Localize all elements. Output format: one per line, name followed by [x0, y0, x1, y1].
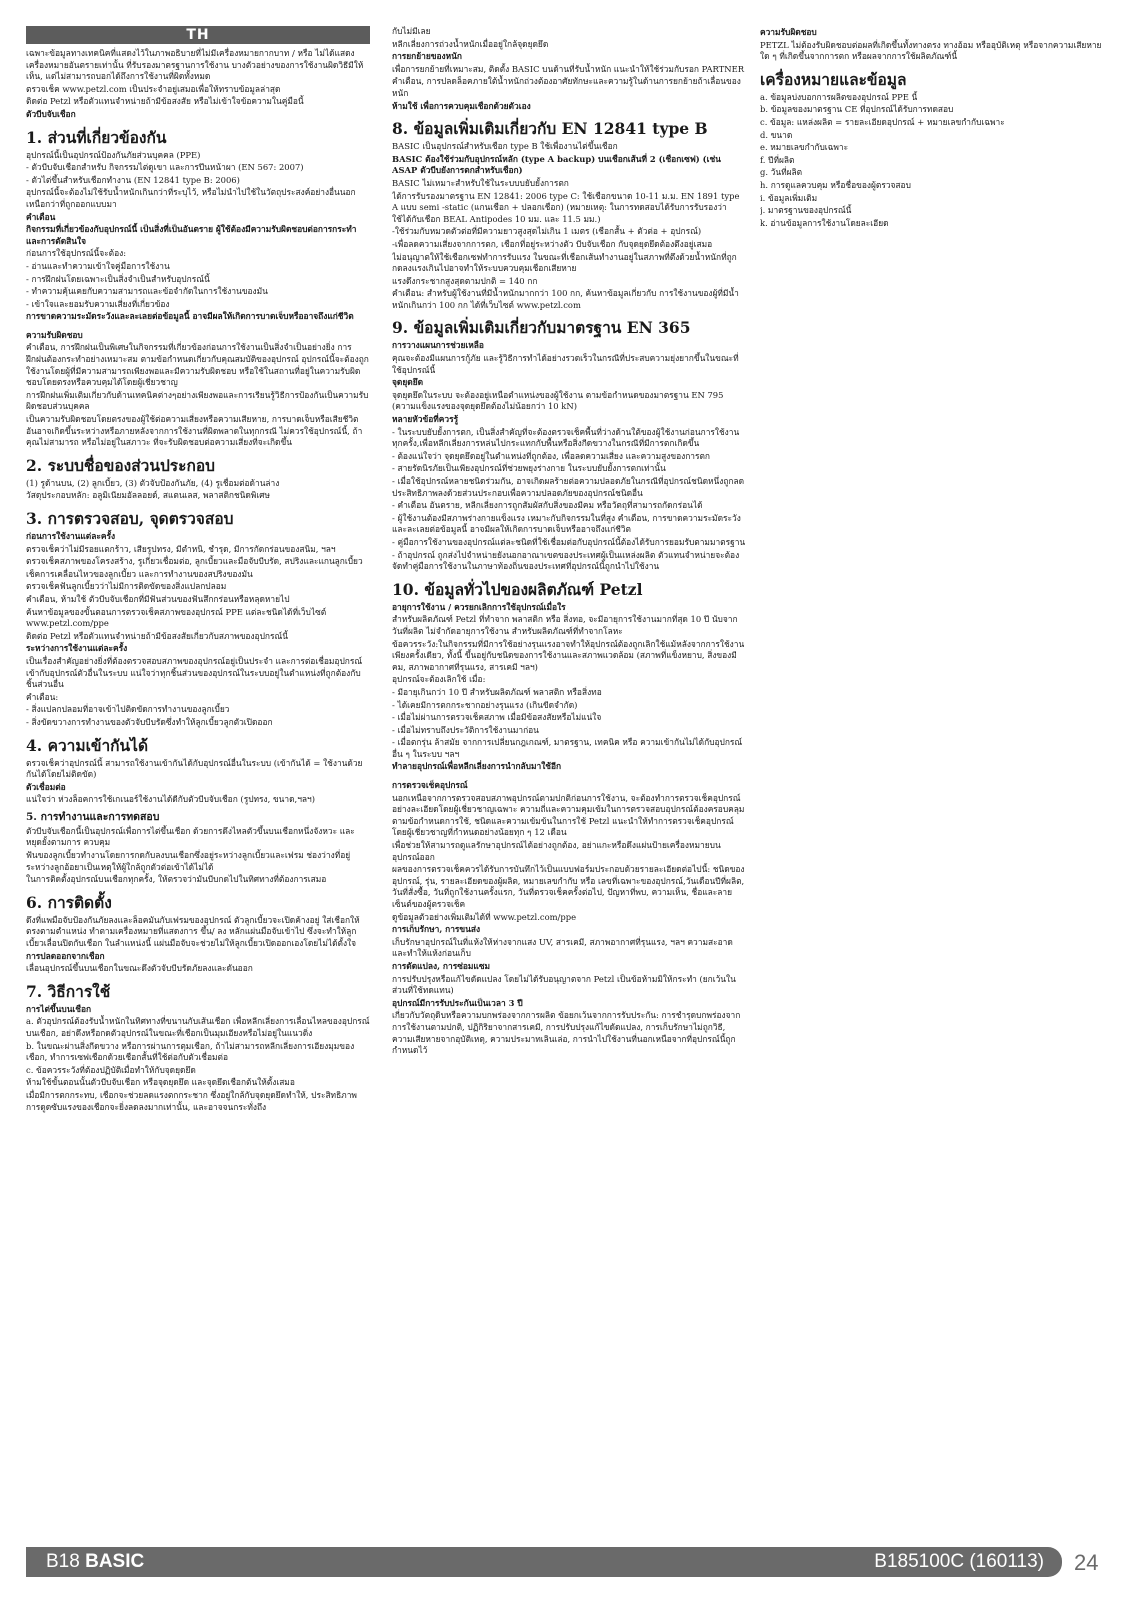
footer-product: [46, 1552, 144, 1572]
paragraph: ฟันของลูกเบี้ยวทำงานโดยการกดกับลงบนเชือกซึ่งอยู่ระหว่างลูกเบี้ยวและเฟรม ช่องว่างที่อยู่ระหว่างลูกอ้อยาเป็นเหตุให้ผู้ใกล้ถูกตัวต่อเข้าได้ไม่ได้: [26, 850, 351, 872]
footer-model: B18: [46, 1551, 80, 1572]
paragraph: g. วันที่ผลิต: [760, 167, 803, 178]
bold-label: ก่อนการใช้งานแต่ละครั้ง: [26, 531, 116, 541]
paragraph: ตรวจเช็ค www.petzl.com เป็นประจำอยู่เสมอเพื่อให้ทราบข้อมูลล่าสุด: [26, 83, 281, 94]
subsection-heading: 5. การทำงานและการทดสอบ: [26, 810, 160, 823]
paragraph: อุปกรณ์นี้จะต้องไม่ใช้รับน้ำหนักเกินกว่าที่ระบุไว้, หรือไม่นำไปใช้ในวัตถุประสงค์อย่างอื่นนอกเหนือกว่าที่ถูกออกแบบมา: [26, 187, 356, 209]
paragraph: - ผู้ใช้งานต้องมีสภาพร่างกายแข็งแรง เหมาะกับกิจกรรมในที่สูง คำเตือน, การขาดความระมัดระวังและละเลยต่อข้อมูลนี้ อาจมีผลให้เกิดการบาดเจ็บหรืออาจถึงแก่ชีวิต: [392, 512, 741, 535]
bold-label: การดัดแปลง, การซ่อมแซม: [392, 960, 491, 971]
bold-label: การขาดความระมัดระวังและละเลยต่อข้อมูลนี้ อาจมีผลให้เกิดการบาดเจ็บหรืออาจถึงแก่ชีวิต: [26, 311, 354, 322]
section-heading: 2. ระบบชื่อของส่วนประกอบ: [26, 455, 215, 475]
column-2: [392, 26, 746, 1546]
paragraph: j. มาตรฐานของอุปกรณ์นี้: [760, 205, 852, 216]
paragraph: - ในระบบยับยั้งการตก, เป็นสิ่งสำคัญที่จะต้องตรวจเช็คพื้นที่ว่างด้านใต้ของผู้ใช้งานก่อนการใช้งานทุกครั้ง,เพื่อหลีกเลี่ยงการหล่นไปกระแทกกับพื้นหรือสิ่งกีดขวางในกรณีที่มีการตกเกิดขึ้น: [392, 426, 740, 449]
bold-label: BASIC ต้องใช้ร่วมกับอุปกรณ์หลัก (type A backup) บนเชือกเส้นที่ 2 (เชือกเซฟ) (เช่น ASAP ตัวบีบยังการตกสำหรับเชือก): [392, 153, 721, 176]
paragraph: -เพื่อลดความเสี่ยงจากการตก, เชือกที่อยู่ระหว่างตัว บีบจับเชือก กับจุดยุดยึดต้องตึงอยู่เสมอ: [392, 238, 713, 249]
paragraph: a. ตัวอุปกรณ์ต้องรับน้ำหนักในทิศทางที่ขนานกับเส้นเชือก เพื่อหลีกเลี่ยงการเลื่อนไหลของอุปกรณ์บนเชือก, อย่าดึงหรือกดตัวอุปกรณ์ในขณะที่เชือกเป็นมุมเอียงหรือไม่อยู่ในแนวดิ่ง: [26, 1016, 370, 1038]
paragraph: แรงดึงกระชากสูงสุดตามปกติ = 140 กก: [392, 275, 538, 286]
footer-bar: [26, 1547, 1062, 1577]
paragraph: ในการติดตั้งอุปกรณ์บนเชือกทุกครั้ง, ให้ตรวจว่ามันบีบกดไปในทิศทางที่ต้องการเสมอ: [26, 874, 327, 885]
paragraph: BASIC เป็นอุปกรณ์สำหรับเชือก type B ใช้เพื่องานไต่ขึ้นเชือก: [392, 141, 618, 152]
column-3-body: [760, 27, 1108, 229]
bold-label: การไต่ขึ้นบนเชือก: [26, 1003, 92, 1014]
footer-product-name: BASIC: [85, 1551, 145, 1572]
paragraph: ห้ามใช้ขั้นตอนนั้นตัวบีบจับเชือก หรือจุดยุดยึด และจุดยึดเชือกต้นให้ตั้งเสมอ: [26, 1077, 295, 1088]
paragraph: คำเตือน, ห้ามใช้ ตัวบีบจับเชือกที่มีฟันส่วนของฟันสึกกร่อนหรือหลุดหายไป: [26, 593, 290, 604]
paragraph: h. การดูแลควบคุม หรือชื่อของผู้ตรวจสอบ: [760, 179, 911, 190]
bold-label: การวางแผนการช่วยเหลือ: [392, 340, 484, 351]
bold-label: การเก็บรักษา, การขนส่ง: [392, 924, 481, 935]
section-heading: 10. ข้อมูลทั่วไปของผลิตภัณฑ์ Petzl: [392, 579, 643, 599]
paragraph: ก่อนการใช้อุปกรณ์นี้จะต้อง:: [26, 248, 127, 259]
bold-label: อายุการใช้งาน / ควรยกเลิกการใช้อุปกรณ์เมื่อใร: [392, 601, 566, 612]
paragraph: (1) รูด้านบน, (2) ลูกเบี้ยว, (3) ตัวจับป้องกันภัย, (4) รูเชื่อมต่อด้านล่าง: [26, 477, 280, 488]
paragraph: การฝึกฝนเพิ่มเติมเกี่ยวกับด้านเทคนิคต่างๆอย่างเพียงพอและการเรียนรู้วิธีการป้องกันเป็นความรับผิดชอบส่วนบุคคล: [26, 389, 369, 412]
paragraph: ติดต่อ Petzl หรือตัวแทนจำหน่ายถ้ามีข้อสงสัยเกี่ยวกับสภาพของอุปกรณ์นี้: [26, 630, 288, 641]
paragraph: - สิ่งขัดขวางการทำงานของตัวจับบีบรัดซึ่งทำให้ลูกเบี้ยวลูกตัวเปิดออก: [26, 716, 273, 727]
paragraph: - ถ้าอุปกรณ์ ถูกส่งไปจำหน่ายยังนอกอาณาเขตของประเทศผู้เป็นแหล่งผลิต ตัวแทนจำหน่ายจะต้องจัดทำคู่มือการใช้งานในภาษาท้องถิ่นของประเทศที่อุปกรณ์นี้ถูกนำไปใช้งาน: [392, 549, 740, 572]
paragraph: PETZL ไม่ต้องรับผิดชอบต่อผลที่เกิดขึ้นทั้งทางตรง ทางอ้อม หรืออุบัติเหตุ หรือจากความเสียหายใด ๆ ที่เกิดขึ้นจากการตก หรือผลจากการใช้ผลิตภัณฑ์นี้: [760, 39, 1102, 62]
column-3: [760, 26, 1108, 1546]
page-footer: [0, 1547, 1132, 1583]
paragraph: c. ข้อมูล: แหล่งผลิต = รายละเอียดอุปกรณ์ + หมายเลขกำกับเฉพาะ: [760, 116, 1005, 127]
paragraph: คำเตือน, การฝึกฝนเป็นพิเศษในกิจกรรมที่เกี่ยวข้องก่อนการใช้งานเป็นสิ่งจำเป็นอย่างยิ่ง การฝึกฝนต้องกระทำอย่างเหมาะสม ตามข้อกำหนดเกี่ยวกับคุณสมบัติของอุปกรณ์ อุปกรณ์นี้จะต้องถูกใช้งานโดยผู้ที่มีความสามารถเพียงพอและมีความรับผิดชอบ หรือใช้ในสถานที่อยู่ในความรับผิดชอบโดยตรงหรือควบคุมได้โดยผู้เชี่ยวชาญ: [26, 342, 369, 388]
paragraph: BASIC ไม่เหมาะสำหรับใช้ในระบบบยับยั้งการตก: [392, 177, 569, 188]
paragraph: a. ข้อมูลบ่งบอกการผลิตของอุปกรณ์ PPE นี้: [760, 91, 918, 102]
paragraph: หลีกเลี่ยงการถ่วงน้ำหนักเมื่ออยู่ใกล้จุดยุดยึด: [392, 38, 549, 49]
paragraph: - คู่มือการใช้งานของอุปกรณ์แต่ละชนิดที่ใช้เชื่อมต่อกับอุปกรณ์นี้ต้องได้รับการยอมรับตามมาตรฐาน: [392, 536, 746, 547]
paragraph: k. อ่านข้อมูลการใช้งานโดยละเอียด: [760, 217, 889, 228]
paragraph: ตรวจเช็คฟันลูกเบี้ยวว่าไม่มีการติดขัดของสิ่งแปลกปลอม: [26, 581, 227, 592]
paragraph: ข้อควรระวัง:ในกิจกรรมที่มีการใช้อย่างรุนแรงอาจทำให้อุปกรณ์ต้องถูกเลิกใช้แม้หลังจากการใช้งานเพียงครั้งเดียว, ทั้งนี้ ขึ้นอยู่กับชนิดของการใช้งานและสภาพแวดล้อม (สภาพที่แข็งหยาบ, สิ่งของมีคม, สภาพอากาศที่รุนแรง, สารเคมี ฯลฯ): [392, 638, 745, 672]
paragraph: - เมื่อตกรุ่น ล้าสมัย จากการเปลี่ยนกฎเกณฑ์, มาตรฐาน, เทคนิค หรือ ความเข้ากันไม่ได้กับอุปกรณ์อื่น ๆ ในระบบ ฯลฯ: [392, 737, 743, 759]
bold-label: ความรับผิดชอบ: [760, 27, 817, 37]
paragraph: ตรวจเช็คสภาพของโครงสร้าง, รูเกี่ยวเชื่อมต่อ, ลูกเบี้ยวและมือจับบีบรัด, สปริงและแกนลูกเบี้ยว: [26, 556, 363, 567]
bold-label: ทำลายอุปกรณ์เพื่อหลีกเลี่ยงการนำกลับมาใช้อีก: [392, 761, 562, 772]
paragraph: แน่ใจว่า ห่วงล็อคการใช้เกเนอร์ใช้งานได้ดีกับตัวบีบจับเชือก (รูปทรง, ขนาด,ฯลฯ): [26, 794, 316, 805]
spacer: [392, 774, 746, 779]
paragraph: ติดต่อ Petzl หรือตัวแทนจำหน่ายถ้ามีข้อสงสัย หรือไม่เข้าใจข้อความในคู่มือนี้: [26, 96, 304, 107]
paragraph: ผลของการตรวจเช็คควรได้รับการบันทึกไว้เป็นแบบฟอร์มประกอบด้วยรายละเอียดต่อไปนี้: ชนิดของอุปกรณ์, รุ่น, รายละเอียดของผู้ผลิต, หมายเลขกำกับ หรือ เลขที่เฉพาะของอุปกรณ์,วันเดือนปีที่ผลิต, วันที่สั่งซื้อ, วันที่ถูกใช้งานครั้งแรก, วันที่ตรวจเช็คครั้งต่อไป, ปัญหาที่พบ, ความเห็น, ชื่อและลายเซ็นต์ของผู้ตรวจเช็ค: [392, 864, 745, 909]
bold-label: ระหว่างการใช้งานแต่ละครั้ง: [26, 643, 128, 654]
paragraph: - มีอายุเกินกว่า 10 ปี สำหรับผลิตภัณฑ์ พลาสติก หรือสิ่งทอ: [392, 686, 602, 697]
paragraph: - ต้องแน่ใจว่า จุดยุดยึดอยู่ในตำแหน่งที่ถูกต้อง, เพื่อลดความเสี่ยง และความสูงของการตก: [392, 450, 710, 461]
section-heading: 4. ความเข้ากันได้: [26, 735, 149, 755]
paragraph: - เมื่อไม่ทราบถึงประวัติการใช้งานมาก่อน: [392, 724, 539, 735]
paragraph: b. ในขณะผ่านสิ่งกีดขวาง หรือการผ่านการตุมเชือก, ถ้าไม่สามารถหลีกเลี่ยงการเอียงมุมของเชือก, ทำการเซฟเชือกด้วยเชือกสั้นที่ใช้ต่อกับตัวเชื่อมต่อ: [26, 1040, 355, 1063]
footer-doc-code: B185100C (160113): [874, 1551, 1044, 1572]
paragraph: อุปกรณ์จะต้องเลิกใช้ เมื่อ:: [392, 674, 486, 685]
bold-label: ตัวเชื่อมต่อ: [26, 781, 66, 792]
paragraph: f. ปีที่ผลิต: [760, 154, 795, 165]
bold-label: การตรวจเช็คอุปกรณ์: [392, 780, 468, 791]
section-heading: 6. การติดตั้ง: [26, 892, 112, 912]
paragraph: คำเตือน: สำหรับผู้ใช้งานที่มีน้ำหนักมากกว่า 100 กก, ค้นหาข้อมูลเกี่ยวกับ การใช้งานของผู้ที่มีน้ำหนักเกินกว่า 100 กก ได้ที่เว็บไซต์ www.petzl.com: [392, 288, 739, 310]
paragraph: คุณจะต้องมีแผนการกู้ภัย และรู้วิธีการทำได้อย่างรวดเร็วในกรณีที่ประสบความยุ่งยากขึ้นในขณะที่ใช้อุปกรณ์นี้: [392, 353, 739, 375]
paragraph: ดึงที่แพมือจับป้องกันภัยลงและล็อคมันกับเฟรมของอุปกรณ์ ตัวลูกเบี้ยวจะเปิดค้างอยู่ ใส่เชือกให้ตรงตามตำแหน่ง ทำตามเครื่องหมายที่แสดงการ ขึ้น/ ลง หลักแผ่นมือจับเข้าไป ซึ่งจะทำให้ลูกเบี้ยวเลื่อนปิดกับเชือก ในลำแหน่งนี้ แผ่นมือจับจะช่วยไม่ให้ลูกเบี้ยวเปิดออกเองโดยไม่ได้ตั้งใจ: [26, 914, 360, 949]
column-1-body: [26, 48, 370, 1113]
paragraph: คำเตือน:: [26, 691, 59, 702]
paragraph: เลื่อนอุปกรณ์ขึ้นบนเชือกในขณะดึงตัวจับบีบรัดภัยลงและดันออก: [26, 963, 253, 974]
paragraph: - ทำความคุ้นเคยกับความสามารถและข้อจำกัดในการใช้งานของมัน: [26, 286, 268, 297]
paragraph: กับไม่มีเลย: [392, 26, 431, 36]
paragraph: นอกเหนือจากการตรวจสอบสภาพอุปกรณ์ตามปกติก่อนการใช้งาน, จะต้องทำการตรวจเช็คอุปกรณ์อย่างละเอียดโดยผู้เชี่ยวชาญเฉพาะ ความถี่และความคุมเข้มในการตรวจสอบอุปกรณ์ต้องครอบคลุมตามข้อกำหนดการใช้, ชนิดและความเข้มข้นในการใช้ Petzl แนะนำให้ทำการตรวจเช็คอุปกรณ์โดยผู้เชี่ยวชาญที่กำหนดอย่างน้อยทุก ๆ 12 เดือน: [392, 792, 745, 838]
paragraph: วัสดุประกอบหลัก: อลูมิเนียมอัลลอยด์, สแตนเลส, พลาสติกชนิดพิเศษ: [26, 490, 271, 501]
paragraph: c. ข้อควรระวังที่ต้องปฏิบัติเมื่อทำให้กับจุดยุดยึด: [26, 1064, 196, 1075]
paragraph: - การฝึกฝนโดยเฉพาะเป็นสิ่งจำเป็นสำหรับอุปกรณ์นี้: [26, 273, 210, 284]
paragraph: - ตัวบีบจับเชือกสำหรับ กิจกรรมไต่ดูเขา และการปีนหน้าผา (EN 567: 2007): [26, 162, 304, 173]
section-heading: 8. ข้อมูลเพิ่มเติมเกี่ยวกับ EN 12841 type B: [392, 119, 708, 139]
paragraph: ได้การรับรองมาตรฐาน EN 12841: 2006 type C: ใช้เชือกขนาด 10-11 ม.ม. EN 1891 type A แบบ semi -static (แกนเชือก + ปลอกเชือก) (หมายเหตุ: ในการทดสอบได้รับการรับรองว่าใช้ได้กับเชือก BEAL Antipodes 10 มม. และ 11.5 มม.): [392, 190, 740, 224]
paragraph: ตัวบีบจับเชือกนี้เป็นอุปกรณ์เพื่อการไต่ขึ้นเชือก ด้วยการดึงไหลตัวขึ้นบนเชือกหนึ่งจังหวะ และหยุดยั้งตามการ ควบคุม: [26, 825, 355, 848]
bold-label: กิจกรรมที่เกี่ยวข้องกับอุปกรณ์นี้ เป็นสิ่งที่เป็นอันตราย ผู้ใช้ต้องมีความรับผิดชอบต่อการกระทำและการตัดสินใจ: [26, 224, 357, 246]
page-number: 24: [1074, 1550, 1099, 1575]
paragraph: การปรับปรุงหรือแก้ไขดัดแปลง โดยไม่ได้รับอนุญาตจาก Petzl เป็นข้อห้ามมิให้กระทำ (ยกเว้นในส่วนที่ใช้ทดแทน): [392, 973, 736, 996]
paragraph: เมื่อมีการตกกระทบ, เชือกจะช่วยลดแรงตกกระชาก ซึ่งอยู่ใกล้กับจุดยุดยึดทำให้, ประสิทธิภาพการดูดซับแรงของเชือกจะยิ่งลดลงมากเท่านั้น, และอาจจนกระทั่งถึง: [26, 1089, 357, 1112]
language-tag: TH: [26, 26, 370, 44]
bold-label: ห้ามใช้ เพื่อการควบคุมเชือกด้วยตัวเอง: [392, 100, 531, 111]
section-heading: 1. ส่วนที่เกี่ยวข้องกัน: [26, 127, 167, 147]
paragraph: d. ขนาด: [760, 129, 793, 140]
paragraph: ดูข้อมูลตัวอย่างเพิ่มเติมได้ที่ www.petzl.com/ppe: [392, 911, 577, 922]
paragraph: - คำเตือน อันตราย, หลีกเลี่ยงการถูกสัมผัสกับสิ่งของมีคม หรือวัตถุที่สามารถกัดกร่อนได้: [392, 500, 703, 511]
paragraph: เป็นความรับผิดชอบโดยตรงของผู้ใช้ต่อความเสี่ยงหรือความเสียหาย, การบาดเจ็บหรือเสียชีวิต อันอาจเกิดขึ้นระหว่างหรือภายหลังจากการใช้งานที่ผิดพลาดในทุกกรณี ไม่ควรใช้อุปกรณ์นี้, ถ้าคุณไม่สามารถ หรือไม่อยู่ในสภาวะ ที่จะรับผิดชอบต่อความเสี่ยงที่จะเกิดขึ้น: [26, 414, 363, 448]
paragraph: - อ่านและทำความเข้าใจคู่มือการใช้งาน: [26, 260, 170, 271]
paragraph: อุปกรณ์นี้เป็นอุปกรณ์ป้องกันภัยส่วนบุคคล (PPE): [26, 149, 201, 160]
paragraph: เฉพาะข้อมูลทางเทคนิคที่แสดงไว้ในภาพอธิบายที่ไม่มีเครื่องหมายกากบาท / หรือ ไม่ได้แสดงเครื่องหมายอันตรายเท่านั้น ที่รับรองมาตรฐานการใช้งาน บางตัวอย่างของการใช้งานผิดวิธีมีให้เห็น, แต่ไม่สามารถบอกได้ถึงการใช้งานที่ผิดทั้งหมด: [26, 48, 364, 82]
paragraph: b. ข้อมูลของมาตรฐาน CE ที่อุปกรณ์ได้รับการทดสอบ: [760, 104, 954, 115]
section-heading: 9. ข้อมูลเพิ่มเติมเกี่ยวกับมาตรฐาน EN 365: [392, 318, 691, 338]
paragraph: เพื่อช่วยให้สามารถดูแลรักษาอุปกรณ์ได้อย่างถูกต้อง, อย่าแกะหรือดึงแผ่นป้ายเครื่องหมายบนอุปกรณ์ออก: [392, 840, 721, 862]
bold-label: การปลดออกจากเชือก: [26, 950, 105, 961]
paragraph: - เมื่อใช้อุปกรณ์หลายชนิดร่วมกัน, อาจเกิดผลร้ายต่อความปลอดภัยในกรณีที่อุปกรณ์ชนิดหนึ่งถูกลดประสิทธิภาพลงด้วยส่วนประกอบเพื่อความปลอดภัยของอุปกรณ์ชนิดอื่น: [392, 476, 745, 498]
paragraph: e. หมายเลขกำกับเฉพาะ: [760, 142, 849, 153]
paragraph: ตรวจเช็คว่าอุปกรณ์นี้ สามารถใช้งานเข้ากันได้กับอุปกรณ์อื่นในระบบ (เข้ากันได้ = ใช้งานด้วยกันได้โดยไม่ติดขัด): [26, 757, 363, 780]
paragraph: ไม่อนุญาตให้ใช้เชือกเซฟทำการรับแรง ในขณะที่เชือกเส้นทำงานอยู่ในสภาพที่ตึงด้วยน้ำหนักที่ถูกกดลงแรงเกินไปอาจทำให้ระบบควบคุมเชือกเสียหาย: [392, 251, 737, 274]
paragraph: - เข้าใจและยอมรับความเสี่ยงที่เกี่ยวข้อง: [26, 298, 170, 309]
paragraph: ค้นหาข้อมูลของขั้นตอนการตรวจเช็คสภาพของอุปกรณ์ PPE แต่ละชนิดได้ที่เว็บไซต์ www.petzl.com/ppe: [26, 606, 327, 629]
paragraph: เช็คการเคลื่อนไหวของลูกเบี้ยว และการทำงานของสปริงของมัน: [26, 568, 253, 579]
paragraph: ตรวจเช็คว่าไม่มีรอยแตกร้าว, เสียรูปทรง, มีตำหนิ, ชำรุด, มีการกัดกร่อนของสนิม, ฯลฯ: [26, 543, 336, 554]
paragraph: เกี่ยวกับวัตถุดิบหรือความบกพร่องจากการผลิต ข้อยกเว้นจากการรับประกัน: การชำรุดบกพร่องจากการใช้งานตามปกติ, ปฏิกิริยาจากสารเคมี, การปรับปรุงแก้ไขดัดแปลง, การเก็บรักษาไม่ถูกวิธี, ความเสียหายจากอุบัติเหตุ, ความประมาทเลินเล่อ, การนำไปใช้งานที่นอกเหนือจากที่อุปกรณ์นี้ถูกกำหนดไว้: [392, 1010, 741, 1056]
paragraph: - สิ่งแปลกปลอมที่อาจเข้าไปติดขัดการทำงานของลูกเบี้ยว: [26, 704, 230, 715]
paragraph: - สายรัดนิรภัยเป็นเพียงอุปกรณ์ที่ช่วยพยุงร่างกาย ในระบบยับยั้งการตกเท่านั้น: [392, 463, 666, 474]
paragraph: เพื่อการยกย้ายที่เหมาะสม, ติดตั้ง BASIC บนด้านที่รับน้ำหนัก แนะนำให้ใช้ร่วมกับรอก PARTNER: [392, 63, 745, 74]
paragraph: - ได้เคยมีการตกกระชากอย่างรุนแรง (เกินขีดจำกัด): [392, 699, 578, 710]
paragraph: - ตัวไต่ขึ้นสำหรับเชือกทำงาน (EN 12841 type B: 2006): [26, 174, 240, 185]
paragraph: เป็นเรื่องสำคัญอย่างยิ่งที่ต้องตรวจสอบสภาพของอุปกรณ์อยู่เป็นประจำ และการต่อเชื่อมอุปกรณ์เข้ากับอุปกรณ์ตัวอื่นในระบบ แน่ใจว่าทุกชิ้นส่วนของอุปกรณ์ในระบบอยู่ในตำแหน่งที่ถูกต้องกับชิ้นส่วนอื่น: [26, 655, 363, 690]
bold-label: ตัวบีบจับเชือก: [26, 108, 76, 119]
paragraph: คำเตือน, การปลดล็อคภายใต้น้ำหนักถ่วงต้องอาศัยทักษะและความรู้ในด้านการยกย้ายถ้าเลื่อนของหนัก: [392, 76, 741, 98]
section-heading: 7. วิธีการใช้: [26, 981, 111, 1001]
paragraph: จุดยุดยึดในระบบ จะต้องอยู่เหนือตำแหน่งของผู้ใช้งาน ตามข้อกำหนดของมาตรฐาน EN 795 (ความแข็งแรงของจุดยุดยึดต้องไม่น้อยกว่า 10 kN): [392, 389, 724, 412]
bold-label: ความรับผิดชอบ: [26, 329, 83, 340]
bold-label: จุดยุดยึด: [392, 377, 424, 388]
paragraph: i. ข้อมูลเพิ่มเติม: [760, 192, 818, 203]
section-heading: เครื่องหมายและข้อมูล: [760, 69, 907, 89]
bold-label: อุปกรณ์มีการรับประกันเป็นเวลา 3 ปี: [392, 997, 523, 1008]
paragraph: - เมื่อไม่ผ่านการตรวจเช็คสภาพ เมื่อมีข้อสงสัยหรือไม่แน่ใจ: [392, 712, 602, 723]
paragraph: เก็บรักษาอุปกรณ์ในที่แห้งให้ห่างจากแสง UV, สารเคมี, สภาพอากาศที่รุนแรง, ฯลฯ ความสะอาดและทำให้แห้งก่อนเก็บ: [392, 936, 733, 959]
paragraph: สำหรับผลิตภัณฑ์ Petzl ที่ทำจาก พลาสติก หรือ สิ่งทอ, จะมีอายุการใช้งานมากที่สุด 10 ปี นับจากวันที่ผลิต ไม่จำกัดอายุการใช้งาน สำหรับผลิตภัณฑ์ที่ทำจากโลหะ: [392, 614, 738, 636]
bold-label: หลายหัวข้อที่ควรรู้: [392, 414, 459, 425]
bold-label: คำเตือน: [26, 211, 56, 222]
column-1: [26, 26, 370, 1546]
section-heading: 3. การตรวจสอบ, จุดตรวจสอบ: [26, 509, 234, 528]
bold-label: การยกย้ายของหนัก: [392, 51, 462, 62]
spacer: [26, 324, 370, 329]
column-2-body: [392, 26, 746, 1057]
paragraph: -ใช้ร่วมกับหมวดตัวต่อที่มีความยาวสูงสุดไม่เกิน 1 เมตร (เชือกสั้น + ตัวต่อ + อุปกรณ์): [392, 226, 702, 237]
